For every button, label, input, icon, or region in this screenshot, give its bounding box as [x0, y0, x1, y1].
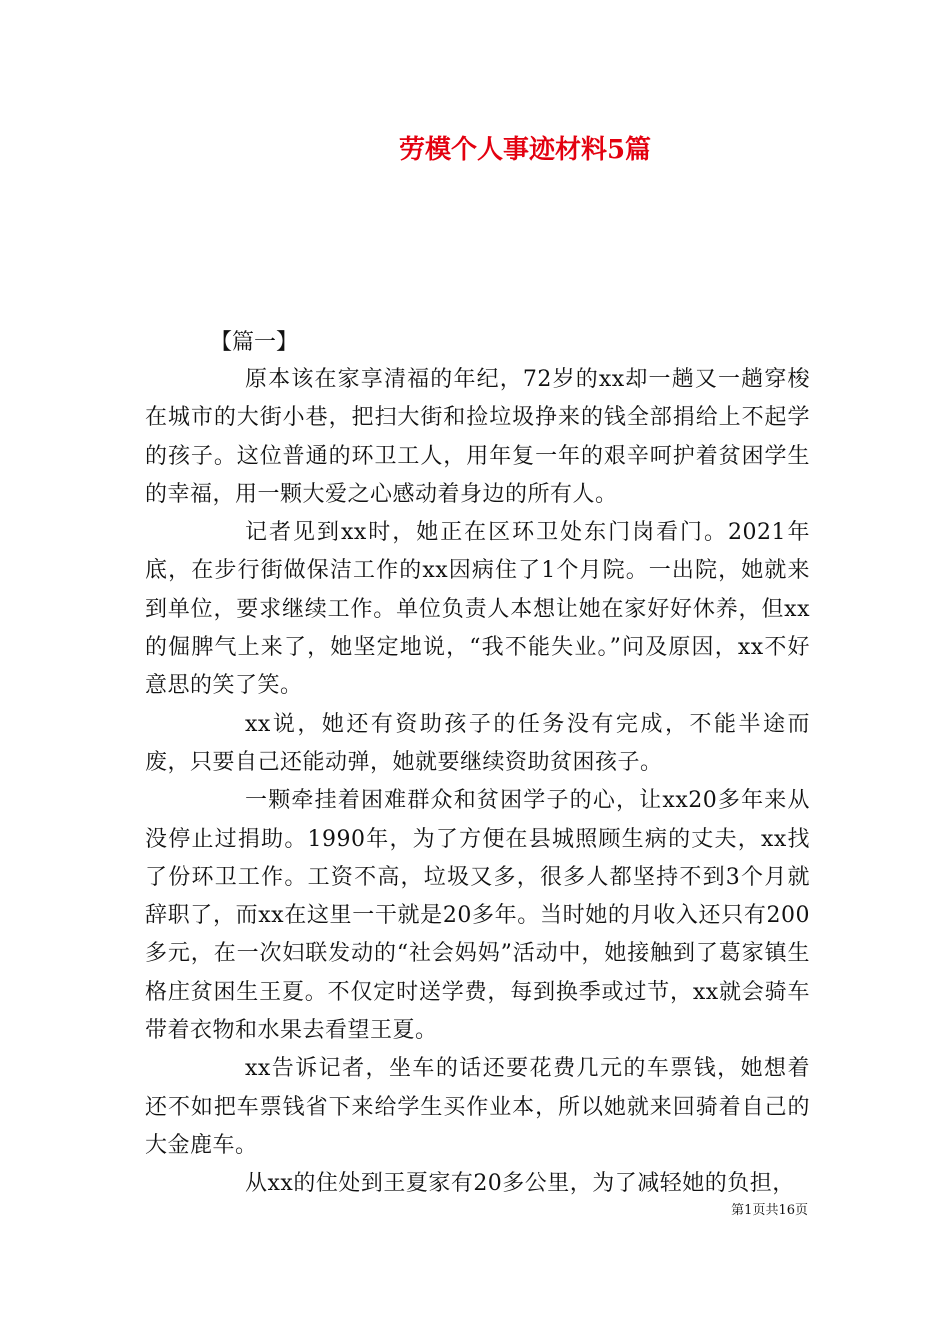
page-number-footer: 第1页共16页 — [731, 1203, 808, 1218]
paragraph-1: 原本该在家享清福的年纪，72岁的xx却一趟又一趟穿梭在城市的大街小巷，把扫大街和捡垃圾挣来的钱全部捐给上不起学的孩子。这位普通的环卫工人，用年复一年的艰辛呵护着贫困学生的幸福，用一颗大爱之心感动着身边的所有人。 — [145, 367, 810, 507]
paragraph-4: 一颗牵挂着困难群众和贫困学子的心，让xx20多年来从没停止过捐助。1990年，为了方便在县城照顾生病的丈夫，xx找了份环卫工作。工资不高，垃圾又多，很多人都坚持不到3个月就辞职了，而xx在这里一干就是20多年。当时她的月收入还只有200多元，在一次妇联发动的“社会妈妈”活动中，她接触到了葛家镇生格庄贫困生王夏。不仅定时送学费，每到换季或过节，xx就会骑车带着衣物和水果去看望王夏。 — [145, 788, 810, 1044]
document-title: 劳模个人事迹材料5篇 — [398, 135, 652, 165]
paragraph-5: xx告诉记者，坐车的话还要花费几元的车票钱，她想着还不如把车票钱省下来给学生买作业本，所以她就来回骑着自己的大金鹿车。 — [145, 1056, 810, 1158]
paragraph-6: 从xx的住处到王夏家有20多公里，为了减轻她的负担， — [245, 1171, 795, 1197]
paragraph-3: xx说，她还有资助孩子的任务没有完成，不能半途而废，只要自己还能动弹，她就要继续资助贫困孩子。 — [145, 711, 810, 775]
section-heading: 【篇一】 — [210, 330, 299, 355]
paragraph-2: 记者见到xx时，她正在区环卫处东门岗看门。2021年底，在步行街做保洁工作的xx因病住了1个月院。一出院，她就来到单位，要求继续工作。单位负责人本想让她在家好好休养，但xx的倔脾气上来了，她坚定地说，“我不能失业。”问及原因，xx不好意思的笑了笑。 — [145, 520, 810, 699]
document-body — [145, 324, 810, 1204]
